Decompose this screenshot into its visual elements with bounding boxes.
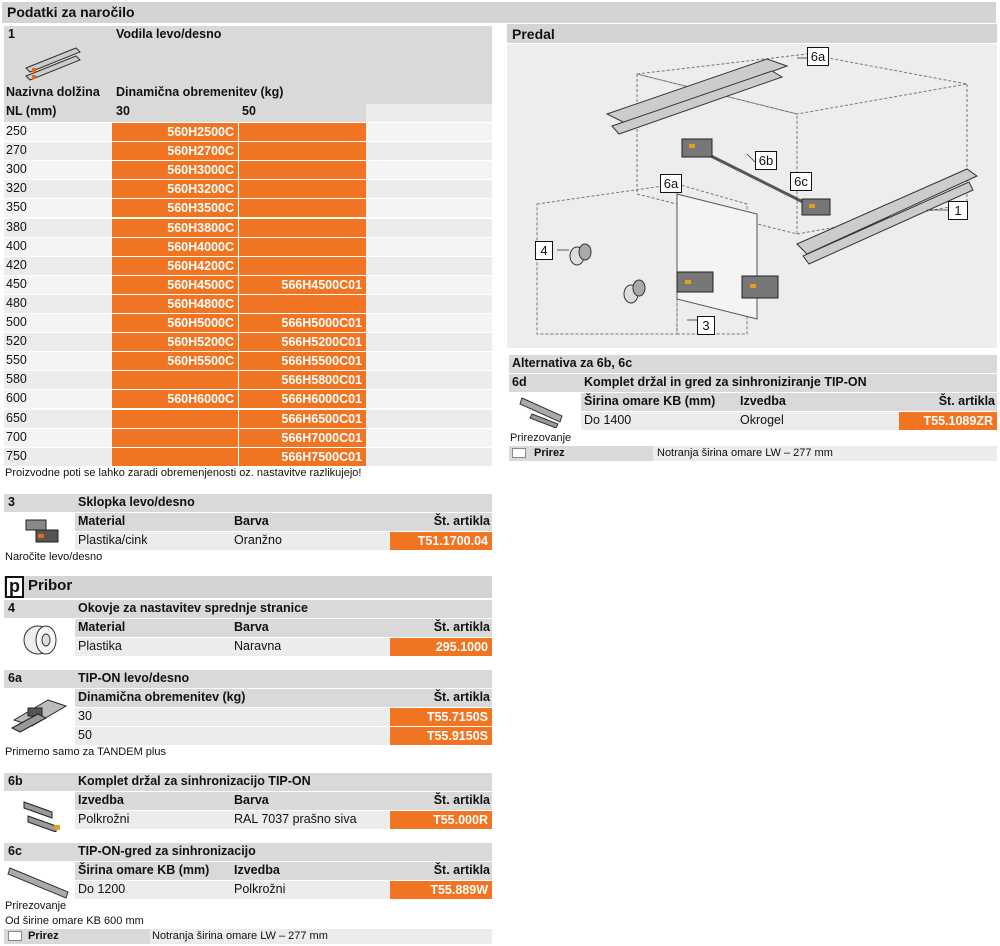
- s6c-h-width: Širina omare KB (mm): [78, 863, 210, 877]
- s4-h-material: Material: [78, 620, 126, 634]
- predal-title: Predal: [507, 24, 997, 44]
- s3-color: Oranžno: [234, 533, 282, 547]
- alt-cut-value: Notranja širina omare LW – 277 mm: [657, 447, 833, 459]
- s6a-article-30: T55.7150S: [390, 708, 492, 726]
- row-article-30: 560H3000C: [112, 161, 239, 179]
- row-nl: 750: [6, 448, 27, 463]
- row-nl: 580: [6, 372, 27, 387]
- row-article-30: 560H5000C: [112, 314, 239, 332]
- col-nl-head: Nazivna dolžina: [6, 85, 100, 99]
- col-50: 50: [242, 104, 256, 118]
- s4-material: Plastika: [78, 639, 122, 653]
- s4-h-article: Št. artikla: [433, 620, 490, 634]
- pribor-title: Pribor: [28, 577, 73, 594]
- row-nl: 400: [6, 238, 27, 253]
- front-adjuster-icon: [16, 618, 66, 658]
- s4-number: 4: [8, 601, 15, 615]
- alt-h-variant: Izvedba: [740, 394, 786, 408]
- row-nl: 380: [6, 219, 27, 234]
- col-30: 30: [116, 104, 130, 118]
- s6a-h-article: Št. artikla: [433, 690, 490, 704]
- row-article-50: 566H5500C01: [239, 352, 366, 370]
- s6c-h-variant: Izvedba: [234, 863, 280, 877]
- row-article-30: 560H4800C: [112, 295, 239, 313]
- row-article-30: 560H3800C: [112, 219, 239, 237]
- s6c-width: Do 1200: [78, 882, 126, 896]
- row-article-30: [112, 371, 239, 389]
- alt-variant: Okrogel: [740, 413, 784, 427]
- row-article-30: 560H4500C: [112, 276, 239, 294]
- callout-3: 3: [697, 316, 715, 335]
- s3-title: Sklopka levo/desno: [78, 495, 195, 509]
- drawer-diagram: [507, 44, 997, 348]
- s6c-cut-label: Prirez: [28, 930, 59, 942]
- row-nl: 420: [6, 257, 27, 272]
- s6b-title: Komplet držal za sinhronizacijo TIP-ON: [78, 774, 311, 788]
- drawer-illustration: [507, 44, 997, 348]
- row-nl: 600: [6, 391, 27, 406]
- row-article-30: 560H6000C: [112, 390, 239, 408]
- row-article-50: 566H4500C01: [239, 276, 366, 294]
- s6b-number: 6b: [8, 774, 23, 788]
- s6a-load-50: 50: [78, 728, 92, 742]
- row-article-30: 560H5500C: [112, 352, 239, 370]
- row-article-50: 566H5200C01: [239, 333, 366, 351]
- s4-article: 295.1000: [390, 638, 492, 656]
- alt-item-title: Komplet držal in gred za sinhroniziranje TIP-ON: [584, 375, 867, 389]
- row-article-50: [239, 219, 366, 237]
- s3-note: Naročite levo/desno: [5, 551, 103, 563]
- s6a-h-load: Dinamična obremenitev (kg): [78, 690, 246, 704]
- row-nl: 350: [6, 200, 27, 215]
- row-nl: 250: [6, 124, 27, 138]
- s6b-h-article: Št. artikla: [433, 793, 490, 807]
- tip-on-icon: [8, 692, 72, 734]
- row-article-30: 560H2700C: [112, 142, 239, 160]
- s6a-number: 6a: [8, 671, 22, 685]
- row-article-50: [239, 238, 366, 256]
- row-article-30: [112, 410, 239, 428]
- col-nl-unit: NL (mm): [6, 104, 57, 118]
- alt-article: T55.1089ZR: [899, 412, 997, 430]
- row-nl: 500: [6, 315, 27, 329]
- s6c-article: T55.889W: [390, 881, 492, 899]
- row-article-50: [239, 123, 366, 141]
- item-number: 1: [8, 27, 15, 41]
- callout-1: 1: [948, 201, 968, 220]
- row-article-50: [239, 161, 366, 179]
- row-article-30: 560H3500C: [112, 199, 239, 217]
- row-article-50: [239, 199, 366, 217]
- row-article-30: 560H3200C: [112, 180, 239, 198]
- s3-h-article: Št. artikla: [433, 514, 490, 528]
- sync-rod-icon: [6, 858, 72, 900]
- row-nl: 550: [6, 353, 27, 368]
- callout-4: 4: [535, 241, 553, 260]
- s3-article: T51.1700.04: [390, 532, 492, 550]
- s6c-h-article: Št. artikla: [433, 863, 490, 877]
- row-article-50: 566H5800C01: [239, 371, 366, 389]
- s6b-h-variant: Izvedba: [78, 793, 124, 807]
- s4-title: Okovje za nastavitev sprednje stranice: [78, 601, 308, 615]
- alt-cut-label: Prirez: [534, 447, 565, 459]
- s6a-note: Primerno samo za TANDEM plus: [5, 746, 166, 758]
- s6b-article: T55.000R: [390, 811, 492, 829]
- callout-6b: 6b: [755, 151, 777, 170]
- runner-icon: [22, 42, 82, 82]
- alt-note: Prirezovanje: [510, 432, 572, 444]
- row-article-50: 566H7500C01: [239, 448, 366, 466]
- alt-title: Alternativa za 6b, 6c: [512, 356, 633, 370]
- row-nl: 270: [6, 143, 27, 158]
- callout-6a: 6a: [660, 174, 682, 193]
- row-article-30: [112, 448, 239, 466]
- row-article-30: 560H5200C: [112, 333, 239, 351]
- s3-number: 3: [8, 495, 15, 509]
- s3-h-material: Material: [78, 514, 126, 528]
- s6c-note2: Od širine omare KB 600 mm: [5, 915, 144, 927]
- alt-cut-icon: [512, 448, 526, 458]
- row-article-50: 566H5000C01: [239, 314, 366, 332]
- pribor-logo: p: [5, 576, 24, 598]
- s3-h-color: Barva: [234, 514, 269, 528]
- row-article-50: 566H6500C01: [239, 410, 366, 428]
- col-load-head: Dinamična obremenitev (kg): [116, 85, 284, 99]
- s4-color: Naravna: [234, 639, 282, 653]
- callout-6c: 6c: [790, 172, 812, 191]
- row-article-30: 560H2500C: [112, 123, 239, 141]
- row-article-50: 566H7000C01: [239, 429, 366, 447]
- s6b-h-color: Barva: [234, 793, 269, 807]
- order-note: Proizvodne poti se lahko zaradi obremenjenosti oz. nastavitve razlikujejo!: [5, 467, 362, 479]
- row-nl: 520: [6, 334, 27, 349]
- row-article-50: [239, 257, 366, 275]
- sync-holder-icon: [18, 792, 68, 832]
- row-article-50: [239, 295, 366, 313]
- row-nl: 320: [6, 181, 27, 196]
- s4-h-color: Barva: [234, 620, 269, 634]
- s6c-cut-value: Notranja širina omare LW – 277 mm: [152, 930, 328, 942]
- s3-material: Plastika/cink: [78, 533, 148, 547]
- row-article-30: 560H4000C: [112, 238, 239, 256]
- row-nl: 700: [6, 429, 27, 444]
- callout-6a-top: 6a: [807, 47, 829, 66]
- coupling-icon: [20, 514, 64, 548]
- alt-width: Do 1400: [584, 413, 632, 427]
- order-title: Podatki za naročilo: [2, 2, 996, 24]
- alt-h-width: Širina omare KB (mm): [584, 394, 716, 408]
- row-nl: 650: [6, 410, 27, 425]
- row-nl: 450: [6, 276, 27, 291]
- s6a-article-50: T55.9150S: [390, 727, 492, 745]
- s6c-note1: Prirezovanje: [5, 900, 67, 912]
- row-article-30: 560H4200C: [112, 257, 239, 275]
- row-nl: 300: [6, 162, 27, 177]
- s6c-cut-icon: [8, 931, 22, 941]
- row-article-50: [239, 180, 366, 198]
- s6c-variant: Polkrožni: [234, 882, 286, 896]
- row-nl: 480: [6, 295, 27, 310]
- row-article-50: 566H6000C01: [239, 390, 366, 408]
- item-title: Vodila levo/desno: [116, 27, 222, 41]
- s6b-variant: Polkrožni: [78, 812, 130, 826]
- alt-h-article: Št. artikla: [938, 394, 995, 408]
- s6a-load-30: 30: [78, 709, 92, 723]
- s6a-title: TIP-ON levo/desno: [78, 671, 190, 685]
- row-article-30: [112, 429, 239, 447]
- s6c-title: TIP-ON-gred za sinhronizacijo: [78, 844, 256, 858]
- alt-number: 6d: [512, 375, 527, 389]
- s6b-color: RAL 7037 prašno siva: [234, 812, 357, 826]
- row-article-50: [239, 142, 366, 160]
- s6c-number: 6c: [8, 844, 22, 858]
- alt-sync-kit-icon: [518, 392, 572, 428]
